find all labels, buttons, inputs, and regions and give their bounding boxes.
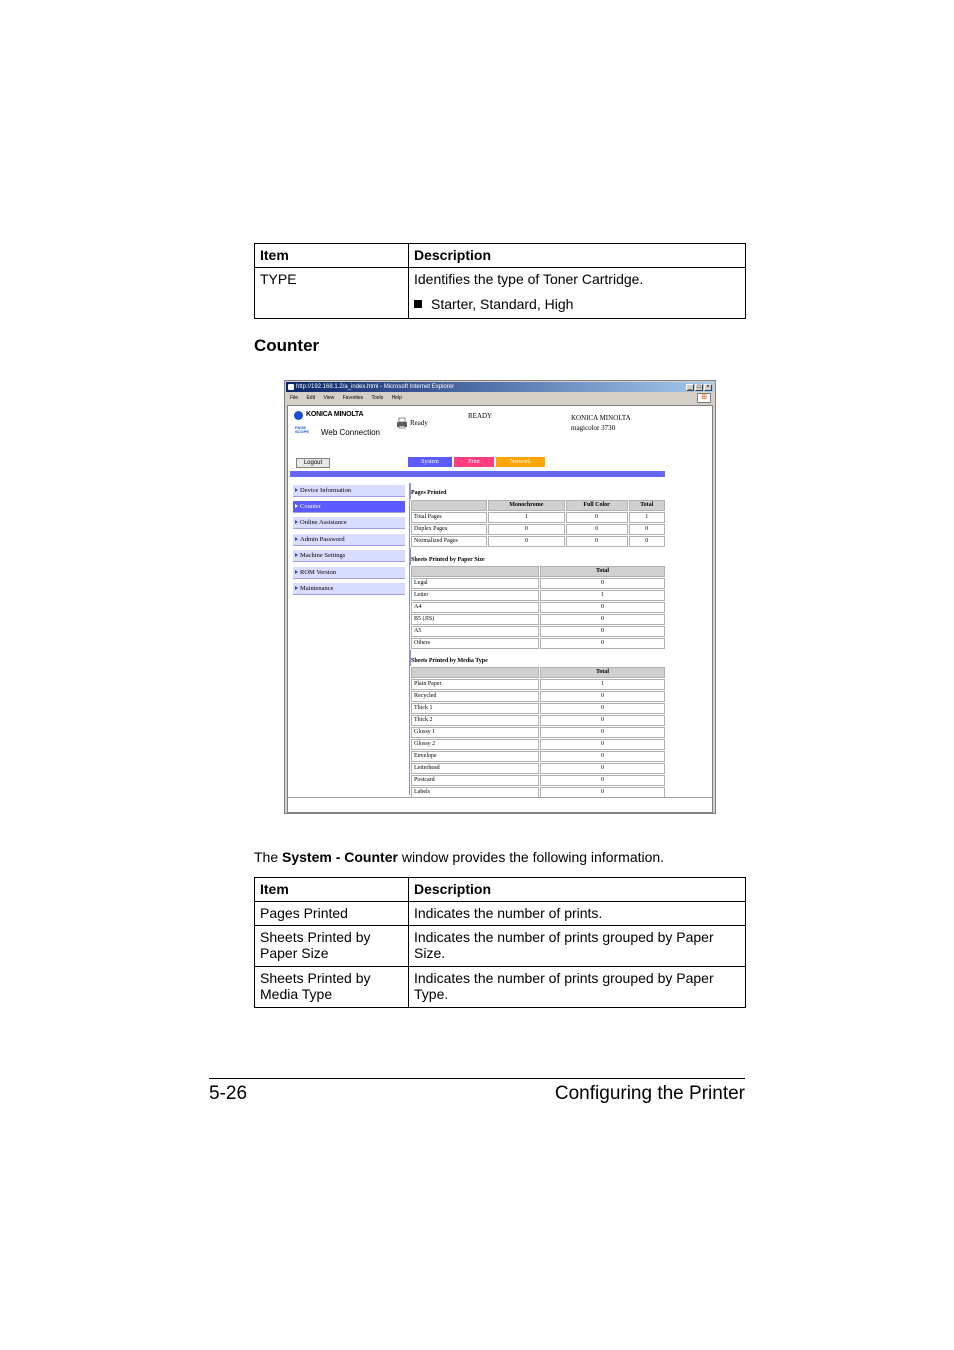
column-header-blank [411,500,487,511]
table-row [411,751,665,762]
table-row [411,763,665,774]
table-row [411,638,665,649]
column-header-monochrome: Monochrome [488,500,565,511]
table-row [255,902,746,926]
table-row [411,691,665,702]
table-row [411,775,665,786]
item-cell: Sheets Printed by Media Type [255,967,409,1008]
brand-name: KONICA MINOLTA [571,414,631,422]
pagescope-logo [295,426,309,434]
item-cell: Pages Printed [255,902,409,926]
total-value: 0 [540,727,665,738]
intro-before: The [254,849,283,865]
table-row [411,715,665,726]
total-value: 0 [540,787,665,798]
row-label: Glossy 1 [411,727,539,738]
sidebar-item-rom-version[interactable] [293,567,405,579]
footer-rule [209,1078,745,1079]
arrow-icon [295,586,298,590]
windows-logo-icon: ⊞ [697,393,711,403]
row-label: Labels [411,787,539,798]
printer-status-label: Ready [410,419,428,427]
monochrome-value: 1 [488,512,565,523]
page-number: 5-26 [209,1083,248,1104]
row-label: Others [411,638,539,649]
media-type-table [410,666,666,799]
row-label: Glossy 2 [411,739,539,750]
menu-view[interactable]: View [323,395,335,401]
arrow-icon [295,504,298,508]
toner-type-table [254,243,746,319]
total-value: 1 [540,679,665,690]
full-color-value: 0 [566,524,628,535]
window-title-bar [286,382,714,392]
pages-printed-title: Pages Printed [411,490,447,496]
sidebar-item-label: Device Information [300,487,352,494]
table-row [411,727,665,738]
column-header-blank [411,566,539,577]
intro-after: window provides the following information. [397,849,665,865]
total-value: 0 [629,536,665,547]
square-bullet-icon [414,300,422,308]
description-cell: Indicates the number of prints grouped by Paper Size. [409,926,746,967]
table-row [411,512,665,523]
table-row [411,614,665,625]
table-row [411,703,665,714]
close-icon[interactable]: × [704,384,712,391]
column-header-blank [411,667,539,678]
row-label: Letter [411,590,539,601]
pagescope-top: PAGE [295,425,307,430]
row-label: Recycled [411,691,539,702]
pagescope-bottom: SCOPE [295,429,310,434]
table-row [255,967,746,1008]
full-color-value: 0 [566,512,628,523]
monochrome-value: 0 [488,524,565,535]
table-row [411,578,665,589]
column-header-total: Total [540,566,665,577]
sidebar-item-label: Admin Password [300,536,345,543]
table-row [411,602,665,613]
sidebar-item-online-assistance[interactable] [293,517,405,529]
status-text: READY [468,412,493,420]
column-header-description: Description [409,244,746,268]
total-value: 0 [540,751,665,762]
full-color-value: 0 [566,536,628,547]
description-cell: Indicates the number of prints grouped by Paper Type. [409,967,746,1008]
menu-help[interactable]: Help [391,395,402,401]
tab-print[interactable]: Print [454,457,494,467]
sidebar-item-label: Online Assistance [300,519,347,526]
sidebar-item-label: Machine Settings [300,552,346,559]
column-header-item: Item [255,244,409,268]
sidebar-item-label: Counter [300,503,321,510]
menu-edit[interactable]: Edit [306,395,316,401]
sidebar-item-maintenance[interactable] [293,583,405,595]
total-value: 0 [540,614,665,625]
total-value: 0 [629,524,665,535]
row-label: Envelope [411,751,539,762]
total-value: 0 [540,763,665,774]
counter-description-table [254,877,746,1008]
total-value: 0 [540,715,665,726]
table-row [411,590,665,601]
item-cell: Sheets Printed by Paper Size [255,926,409,967]
arrow-icon [295,553,298,557]
arrow-icon [295,520,298,524]
column-header-total: Total [629,500,665,511]
row-label: Thick 1 [411,703,539,714]
row-label: B5 (JIS) [411,614,539,625]
table-row [411,739,665,750]
menu-bar [286,393,714,403]
sidebar-item-machine-settings[interactable] [293,550,405,562]
konica-minolta-logo-icon [294,411,303,420]
total-value: 0 [540,691,665,702]
table-row [411,626,665,637]
web-page [287,405,713,813]
model-name: magicolor 3730 [571,424,616,432]
paper-size-title: Sheets Printed by Paper Size [411,557,485,563]
monochrome-value: 0 [488,536,565,547]
browser-screenshot [284,380,716,814]
description-text: Identifies the type of Toner Cartridge. [414,271,644,287]
sidebar-item-counter[interactable] [293,501,405,513]
total-value: 1 [540,590,665,601]
total-value: 0 [540,626,665,637]
row-label: Plain Paper [411,679,539,690]
sidebar-item-label: ROM Version [300,569,337,576]
tab-network[interactable]: Network [496,457,545,467]
intro-paragraph [254,849,664,865]
sidebar-item-admin-password[interactable] [293,534,405,546]
row-label: Duplex Pages [411,524,487,535]
menu-favorites[interactable]: Favorites [342,395,364,401]
pages-printed-table [410,499,666,548]
bullet-text: Starter, Standard, High [431,296,574,312]
row-label: Letterhead [411,763,539,774]
page-bottom-divider [288,797,713,798]
menu-tools[interactable]: Tools [371,395,384,401]
item-cell: TYPE [255,268,409,319]
total-value: 0 [540,578,665,589]
window-title: http://192.168.1.2/a_index.html - Microsoft Internet Explorer [296,384,455,390]
table-row [411,524,665,535]
logout-button[interactable]: Logout [296,458,330,468]
description-cell: Indicates the number of prints. [409,902,746,926]
total-value: 0 [540,775,665,786]
column-header-full-color: Full Color [566,500,628,511]
total-value: 0 [540,739,665,750]
paper-size-table [410,565,666,650]
description-cell [409,268,746,319]
row-label: Legal [411,578,539,589]
ie-app-icon [288,384,294,390]
sidebar-item-device-information[interactable] [293,485,405,497]
chapter-title: Configuring the Printer [554,1083,745,1104]
total-value: 1 [629,512,665,523]
row-label: Total Pages [411,512,487,523]
media-type-title: Sheets Printed by Media Type [411,658,488,664]
table-row [411,679,665,690]
row-label: Postcard [411,775,539,786]
web-connection-label: Web Connection [321,428,380,437]
row-label: A5 [411,626,539,637]
total-value: 0 [540,638,665,649]
total-value: 0 [540,703,665,714]
section-heading: Counter [254,336,320,355]
sidebar-item-label: Maintenance [300,585,334,592]
minimize-icon[interactable]: _ [686,384,694,391]
total-value: 0 [540,602,665,613]
bullet-item [414,296,740,312]
header-divider-bar [290,471,665,477]
intro-bold: System - Counter [282,849,398,865]
row-label: A4 [411,602,539,613]
arrow-icon [295,570,298,574]
table-row [411,536,665,547]
menu-file[interactable]: File [290,395,299,401]
column-header-description: Description [409,878,746,902]
row-label: Normalized Pages [411,536,487,547]
row-label: Thick 2 [411,715,539,726]
tab-system[interactable]: System [408,457,452,467]
table-row [255,926,746,967]
column-header-item: Item [255,878,409,902]
konica-minolta-logo-text: KONICA MINOLTA [306,411,364,418]
maximize-icon[interactable]: □ [695,384,703,391]
column-header-total: Total [540,667,665,678]
arrow-icon [295,488,298,492]
arrow-icon [295,537,298,541]
printer-icon [396,417,408,429]
